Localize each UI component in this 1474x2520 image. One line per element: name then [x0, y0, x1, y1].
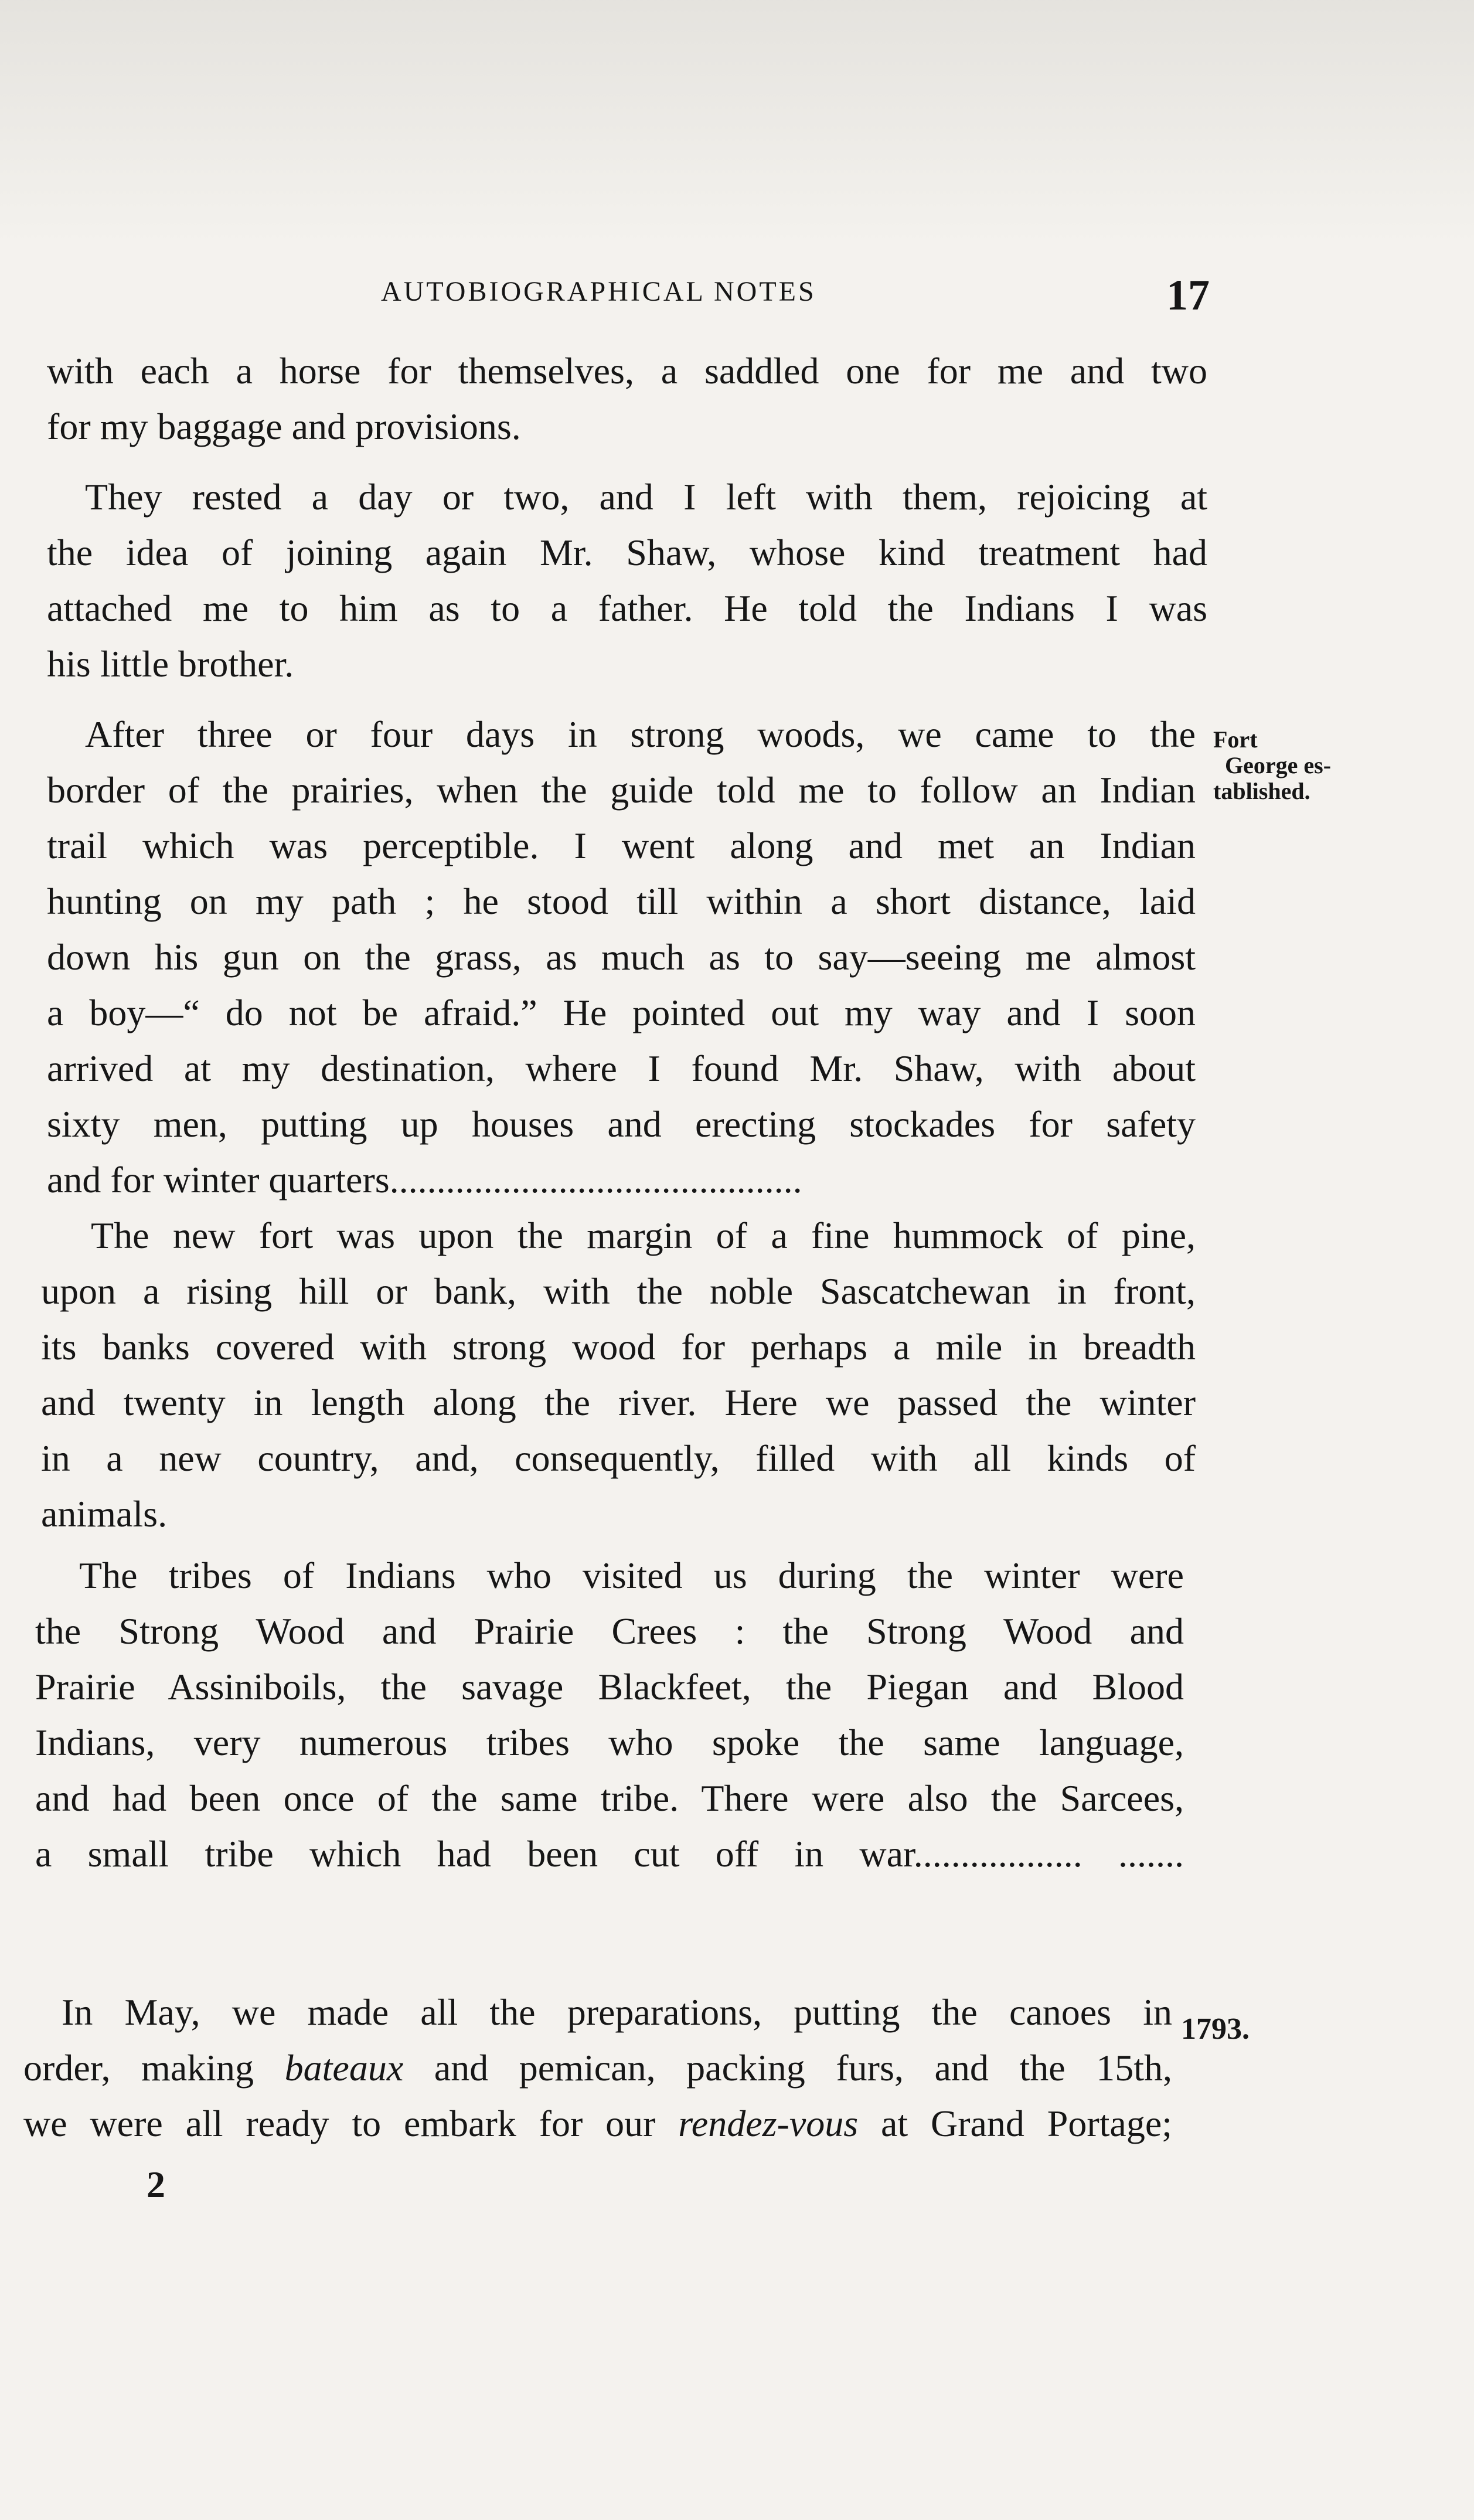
- margin-note-line: Fort: [1213, 726, 1258, 753]
- running-head: AUTOBIOGRAPHICAL NOTES: [381, 276, 816, 307]
- text-line: Prairie Assiniboils, the savage Blackfeet, the Piegan and Blood: [35, 1666, 1184, 1708]
- paragraph-4: [41, 1208, 1196, 1542]
- page-top-shading: [0, 0, 1474, 246]
- page-number: 17: [1166, 271, 1210, 319]
- text-line: and for winter quarters............................................: [47, 1159, 802, 1201]
- signature-mark: 2: [147, 2164, 165, 2205]
- text-line: sixty men, putting up houses and erecting stockades for safety: [47, 1103, 1196, 1145]
- italic-term-bateaux: bateaux: [284, 2047, 404, 2089]
- italic-term-rendez-vous: rendez-vous: [678, 2103, 859, 2144]
- text-run: In May, we made all the preparations, putting the canoes in: [62, 1991, 1172, 2033]
- paragraph-3: [47, 706, 1196, 1208]
- paragraph-5: [35, 1548, 1184, 1882]
- text-line: They rested a day or two, and I left with them, rejoicing at: [85, 476, 1207, 518]
- text-line: hunting on my path ; he stood till within a short distance, laid: [47, 880, 1196, 922]
- paragraph-6: [23, 1984, 1172, 2151]
- text-line: a boy—“ do not be afraid.” He pointed out my way and I soon: [47, 992, 1196, 1033]
- text-line: trail which was perceptible. I went along and met an Indian: [47, 825, 1196, 866]
- margin-note-line: tablished.: [1213, 778, 1310, 804]
- text-line: animals.: [41, 1493, 168, 1535]
- paragraph-1: [47, 343, 1207, 454]
- text-line: [23, 1984, 1172, 2040]
- text-line: his little brother.: [47, 643, 294, 685]
- text-run: at Grand Portage;: [858, 2103, 1173, 2144]
- text-line: the Strong Wood and Prairie Crees : the Strong Wood and: [35, 1610, 1184, 1652]
- margin-note-line: George es-: [1225, 752, 1332, 778]
- text-line: attached me to him as to a father. He told the Indians I was: [47, 587, 1207, 629]
- text-line: Indians, very numerous tribes who spoke the same language,: [35, 1722, 1184, 1763]
- text-line: and twenty in length along the river. Here we passed the winter: [41, 1382, 1196, 1423]
- text-line: [23, 2096, 1172, 2151]
- text-line: in a new country, and, consequently, filled with all kinds of: [41, 1437, 1196, 1479]
- text-line: The new fort was upon the margin of a fine hummock of pine,: [91, 1215, 1196, 1256]
- text-line: a small tribe which had been cut off in war.................. .......: [35, 1833, 1184, 1875]
- text-line: with each a horse for themselves, a saddled one for me and two: [47, 350, 1207, 392]
- text-line: for my baggage and provisions.: [47, 406, 521, 447]
- text-line: After three or four days in strong woods, we came to the: [85, 713, 1196, 755]
- text-run: order, making: [23, 2047, 285, 2089]
- margin-note-year: 1793.: [1181, 2012, 1250, 2046]
- text-run: we were all ready to embark for our: [23, 2103, 679, 2144]
- text-line: down his gun on the grass, as much as to say—seeing me almost: [47, 936, 1196, 978]
- text-line: the idea of joining again Mr. Shaw, whose kind treatment had: [47, 532, 1207, 573]
- text-line: The tribes of Indians who visited us during the winter were: [79, 1555, 1184, 1596]
- text-line: border of the prairies, when the guide told me to follow an Indian: [47, 769, 1196, 811]
- paragraph-2: [47, 469, 1207, 692]
- text-run: and pemican, packing furs, and the 15th,: [403, 2047, 1173, 2089]
- text-line: upon a rising hill or bank, with the noble Sascatchewan in front,: [41, 1270, 1196, 1312]
- text-line: its banks covered with strong wood for perhaps a mile in breadth: [41, 1326, 1196, 1368]
- text-line: [23, 2040, 1172, 2096]
- text-line: arrived at my destination, where I found Mr. Shaw, with about: [47, 1048, 1196, 1089]
- margin-note-fort-george: [1213, 727, 1331, 804]
- text-line: and had been once of the same tribe. There were also the Sarcees,: [35, 1777, 1184, 1819]
